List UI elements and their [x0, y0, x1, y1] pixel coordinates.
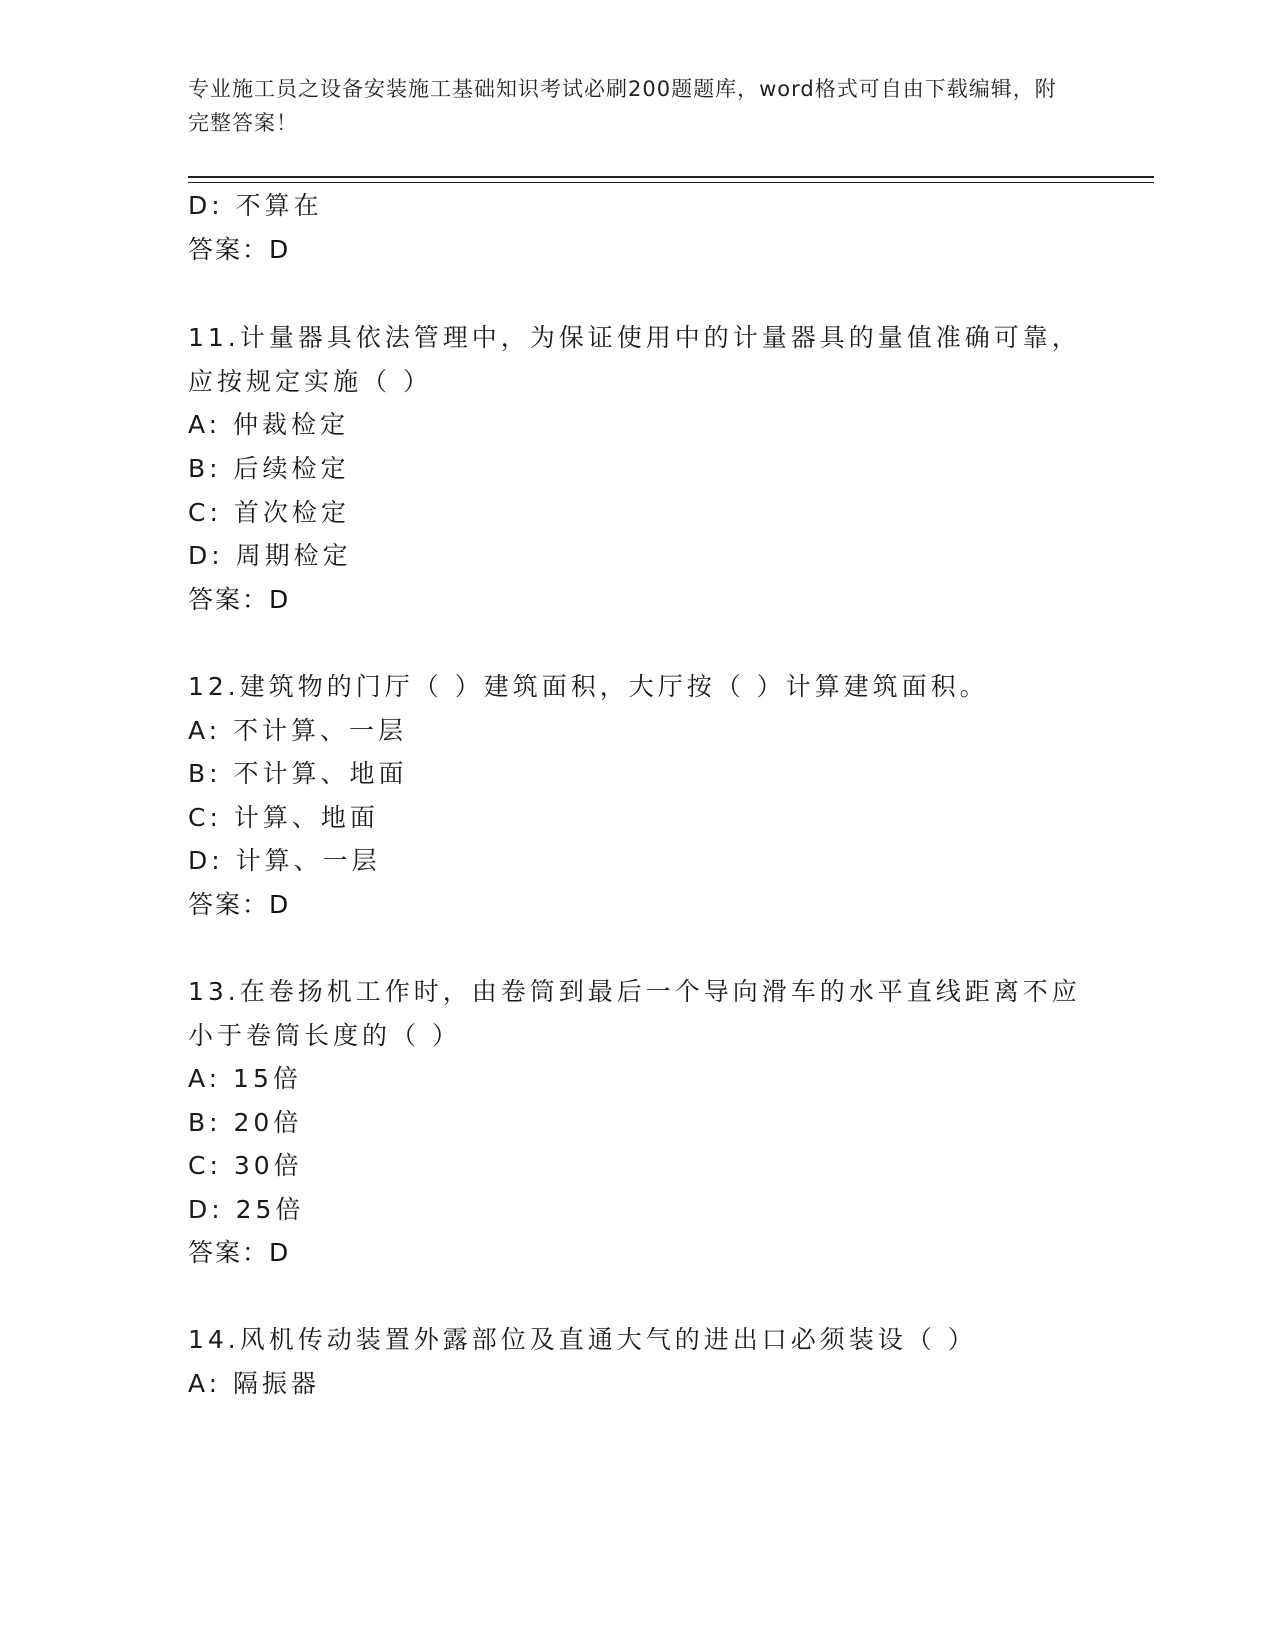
option-a: A: 仲裁检定	[188, 410, 350, 439]
header-divider-thick	[188, 176, 1154, 178]
option-d: D: 不算在	[188, 191, 323, 220]
question-text-continued: 应按规定实施（ ）	[188, 367, 432, 396]
answer-label: 答案：D	[188, 890, 291, 919]
option-b: B: 20倍	[188, 1108, 303, 1137]
question-text: 13.在卷扬机工作时，由卷筒到最后一个导向滑车的水平直线距离不应	[188, 977, 1081, 1006]
option-d: D: 25倍	[188, 1195, 305, 1224]
option-c: C: 计算、地面	[188, 803, 379, 832]
option-c: C: 30倍	[188, 1151, 303, 1180]
answer-label: 答案：D	[188, 1238, 291, 1267]
option-c: C: 首次检定	[188, 498, 350, 527]
option-a: A: 不计算、一层	[188, 716, 408, 745]
answer-label: 答案：D	[188, 585, 291, 614]
option-b: B: 不计算、地面	[188, 759, 408, 788]
option-d: D: 计算、一层	[188, 846, 381, 875]
document-header-title: 专业施工员之设备安装施工基础知识考试必刷200题题库，word格式可自由下载编辑，附完整答案！	[188, 77, 1057, 135]
question-text: 12.建筑物的门厅（ ）建筑面积，大厅按（ ）计算建筑面积。	[188, 672, 989, 701]
question-text-continued: 小于卷筒长度的（ ）	[188, 1021, 461, 1050]
header-divider-thin	[188, 182, 1154, 183]
option-d: D: 周期检定	[188, 541, 352, 570]
answer-label: 答案：D	[188, 235, 291, 264]
option-a: A: 隔振器	[188, 1369, 321, 1398]
option-a: A: 15倍	[188, 1064, 302, 1093]
question-text: 11.计量器具依法管理中，为保证使用中的计量器具的量值准确可靠，	[188, 323, 1081, 352]
question-text: 14.风机传动装置外露部位及直通大气的进出口必须装设（ ）	[188, 1325, 977, 1354]
option-b: B: 后续检定	[188, 454, 350, 483]
